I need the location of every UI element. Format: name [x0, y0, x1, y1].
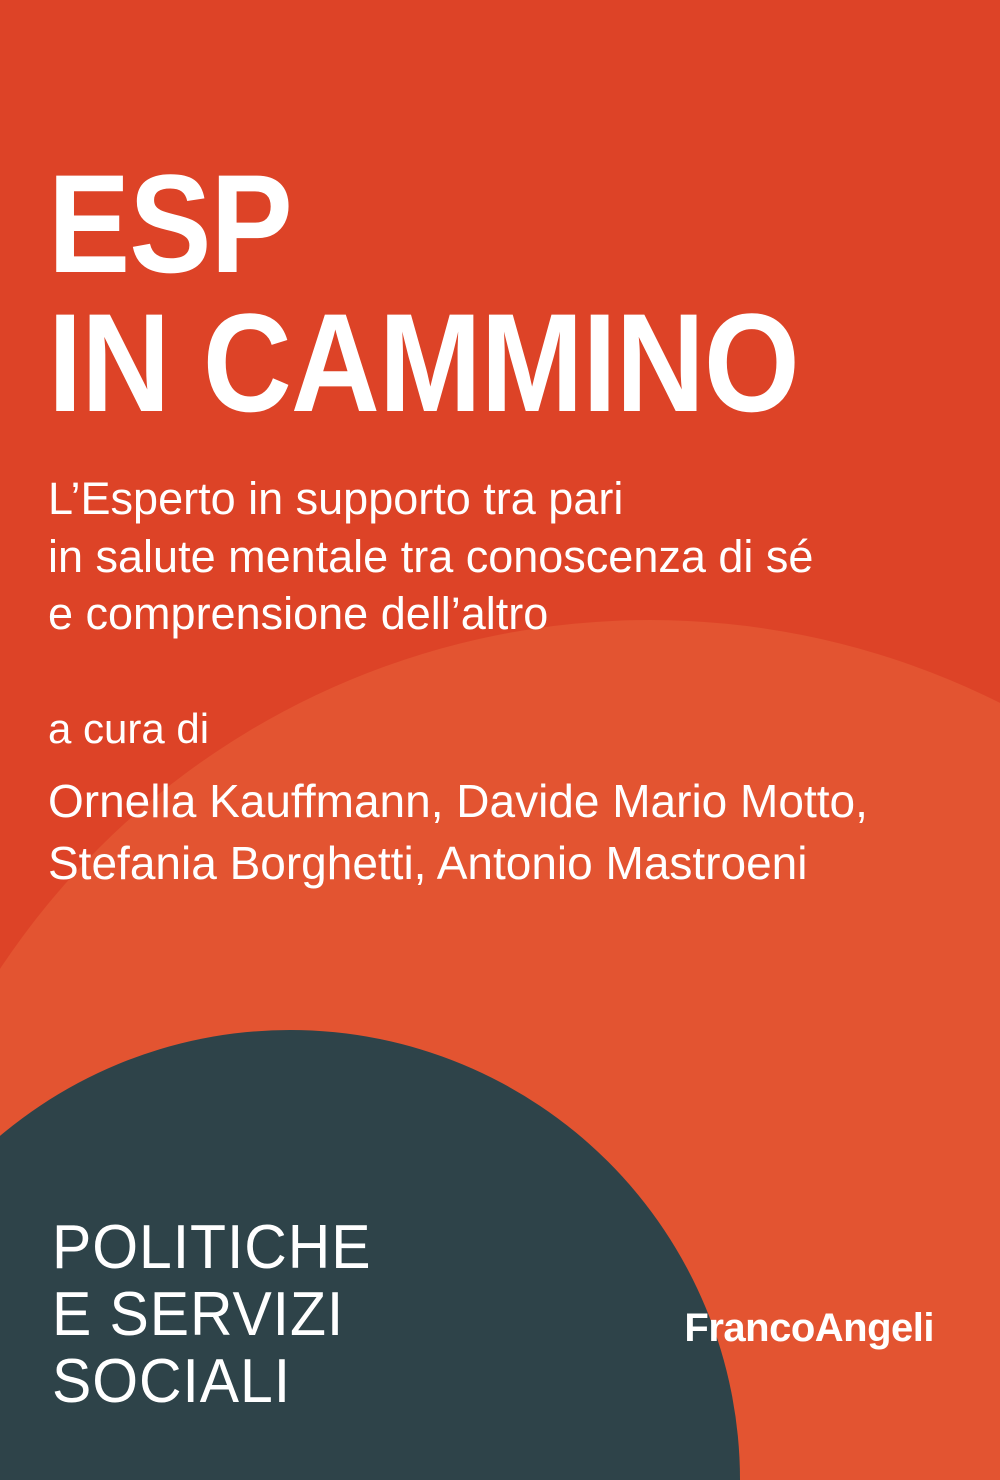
editors-list [48, 770, 978, 894]
series-name [52, 1215, 371, 1416]
publisher-logo: FrancoAngeli [684, 1306, 934, 1350]
series-line-3: SOCIALI [52, 1346, 292, 1416]
book-subtitle-line-3: e comprensione dell’altro [48, 588, 549, 640]
series-line-2: E SERVIZI [52, 1279, 345, 1349]
book-title [48, 145, 948, 441]
book-subtitle-line-2: in salute mentale tra conoscenza di sé [48, 530, 814, 582]
editors-line-1: Ornella Kauffmann, Davide Mario Motto, [48, 775, 868, 827]
book-title-line-2: IN CAMMINO [48, 283, 799, 441]
editors-label: a cura di [48, 705, 210, 752]
book-subtitle [48, 470, 968, 643]
editors-line-2: Stefania Borghetti, Antonio Mastroeni [48, 837, 808, 890]
book-subtitle-line-1: L’Esperto in supporto tra pari [48, 473, 624, 524]
series-line-1: POLITICHE [52, 1213, 372, 1282]
book-title-line-1: ESP [48, 145, 292, 302]
